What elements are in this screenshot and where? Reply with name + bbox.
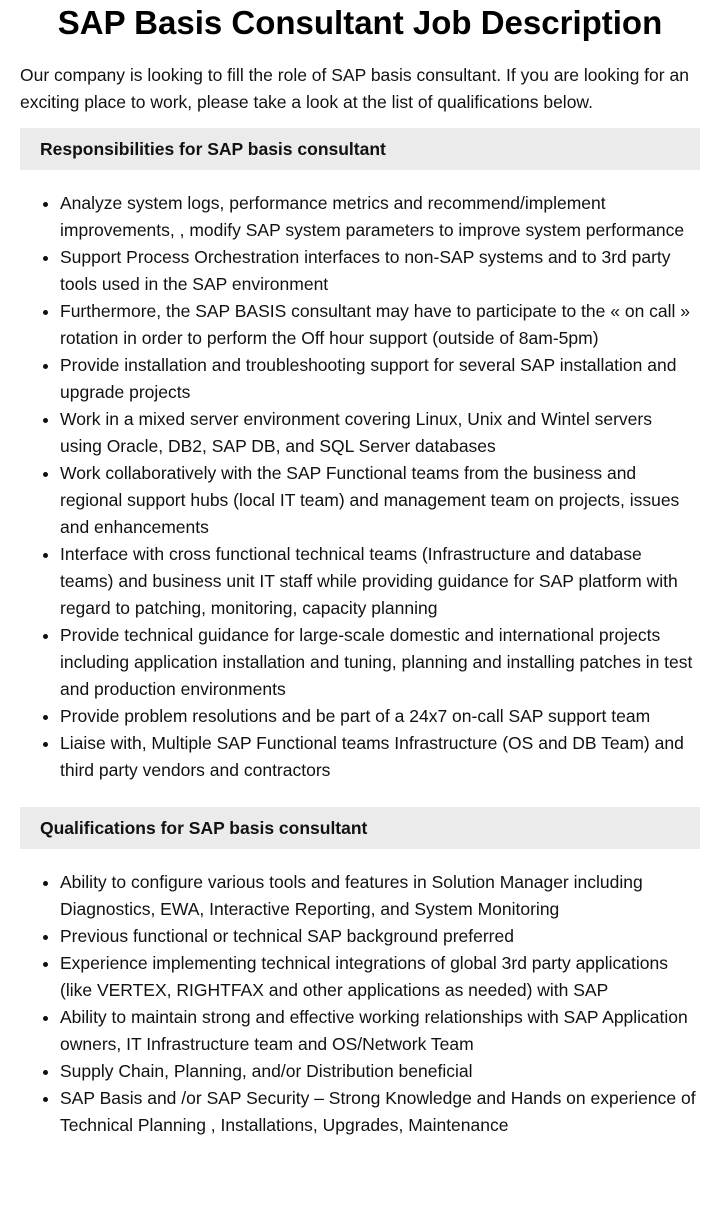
list-item: • Supply Chain, Planning, and/or Distribution beneficial [60,1058,698,1085]
list-item: • Interface with cross functional technical teams (Infrastructure and database teams) and business unit IT staff while providing guidance for SAP platform with regard to patching, monitoring, capacity planning [60,541,698,622]
list-item: • Provide installation and troubleshooting support for several SAP installation and upgrade projects [60,352,698,406]
list-item: • Provide technical guidance for large-scale domestic and international projects including application installation and tuning, planning and installing patches in test and production environments [60,622,698,703]
qualifications-heading: Qualifications for SAP basis consultant [20,807,700,849]
list-item: • Liaise with, Multiple SAP Functional teams Infrastructure (OS and DB Team) and third party vendors and contractors [60,730,698,784]
responsibilities-heading: Responsibilities for SAP basis consultant [20,128,700,170]
list-item: • Furthermore, the SAP BASIS consultant may have to participate to the « on call » rotation in order to perform the Off hour support (outside of 8am-5pm) [60,298,698,352]
list-item: • Support Process Orchestration interfaces to non-SAP systems and to 3rd party tools used in the SAP environment [60,244,698,298]
qualifications-list [20,869,698,1139]
list-item: • Analyze system logs, performance metrics and recommend/implement improvements, , modify SAP system parameters to improve system performance [60,190,698,244]
list-item: • SAP Basis and /or SAP Security – Strong Knowledge and Hands on experience of Technical Planning , Installations, Upgrades, Maintenance [60,1085,698,1139]
list-item: • Work in a mixed server environment covering Linux, Unix and Wintel servers using Oracle, DB2, SAP DB, and SQL Server databases [60,406,698,460]
list-item: • Provide problem resolutions and be part of a 24x7 on-call SAP support team [60,703,698,730]
page-title: SAP Basis Consultant Job Description [57,4,663,41]
intro-paragraph: Our company is looking to fill the role of SAP basis consultant. If you are looking for an exciting place to work, please take a look at the list of qualifications below. [20,65,689,112]
responsibilities-list [20,190,698,784]
list-item: • Ability to maintain strong and effective working relationships with SAP Application owners, IT Infrastructure team and OS/Network Team [60,1004,698,1058]
list-item: • Ability to configure various tools and features in Solution Manager including Diagnostics, EWA, Interactive Reporting, and System Monitoring [60,869,698,923]
list-item: • Previous functional or technical SAP background preferred [60,923,698,950]
list-item: • Experience implementing technical integrations of global 3rd party applications (like VERTEX, RIGHTFAX and other applications as needed) with SAP [60,950,698,1004]
list-item: • Work collaboratively with the SAP Functional teams from the business and regional support hubs (local IT team) and management team on projects, issues and enhancements [60,460,698,541]
